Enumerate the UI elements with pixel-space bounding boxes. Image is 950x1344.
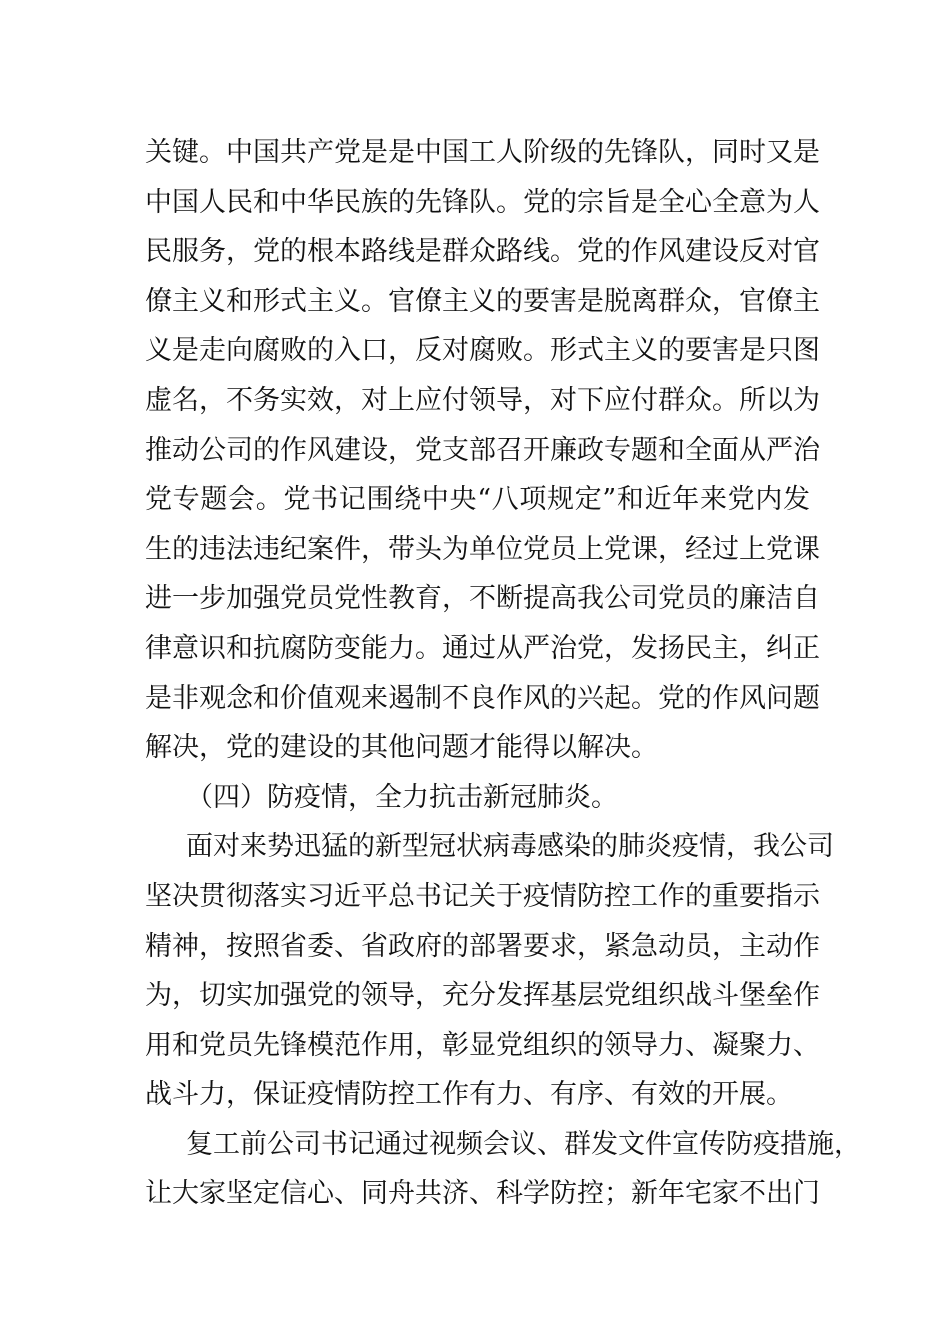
text-line: 民服务，党的根本路线是群众路线。党的作风建设反对官 xyxy=(145,236,820,268)
body-text xyxy=(145,128,861,1219)
text-line: 生的违法违纪案件，带头为单位党员上党课，经过上党课 xyxy=(145,533,820,565)
section-heading: （四）防疫情，全力抗击新冠肺炎。 xyxy=(186,781,618,813)
text-line: 用和党员先锋模范作用，彰显党组织的领导力、凝聚力、 xyxy=(145,1029,820,1061)
text-line: 中国人民和中华民族的先锋队。党的宗旨是全心全意为人 xyxy=(145,186,820,218)
text-line: 进一步加强党员党性教育，不断提高我公司党员的廉洁自 xyxy=(145,583,820,615)
text-line: 精神，按照省委、省政府的部署要求，紧急动员，主动作 xyxy=(145,930,820,962)
text-line: 虚名，不务实效，对上应付领导，对下应付群众。所以为 xyxy=(145,384,820,416)
text-line: 复工前公司书记通过视频会议、群发文件宣传防疫措施， xyxy=(186,1128,861,1160)
text-line: 推动公司的作风建设，党支部召开廉政专题和全面从严治 xyxy=(145,434,820,466)
text-line: 僚主义和形式主义。官僚主义的要害是脱离群众，官僚主 xyxy=(145,285,820,317)
text-line: 坚决贯彻落实习近平总书记关于疫情防控工作的重要指示 xyxy=(145,880,820,912)
text-line: 为，切实加强党的领导，充分发挥基层党组织战斗堡垒作 xyxy=(145,980,820,1012)
text-line: 义是走向腐败的入口，反对腐败。形式主义的要害是只图 xyxy=(145,335,820,367)
text-line: 让大家坚定信心、同舟共济、科学防控；新年宅家不出门 xyxy=(145,1178,820,1210)
text-line: 解决，党的建设的其他问题才能得以解决。 xyxy=(145,732,658,764)
text-line: 战斗力，保证疫情防控工作有力、有序、有效的开展。 xyxy=(145,1079,793,1111)
text-line: 关键。中国共产党是是中国工人阶级的先锋队，同时又是 xyxy=(145,137,820,168)
text-line: 律意识和抗腐防变能力。通过从严治党，发扬民主，纠正 xyxy=(145,632,820,664)
text-line: 是非观念和价值观来遏制不良作风的兴起。党的作风问题 xyxy=(145,682,820,714)
text-line: 党专题会。党书记围绕中央“八项规定”和近年来党内发 xyxy=(145,484,810,516)
text-line: 面对来势迅猛的新型冠状病毒感染的肺炎疫情，我公司 xyxy=(186,831,834,863)
